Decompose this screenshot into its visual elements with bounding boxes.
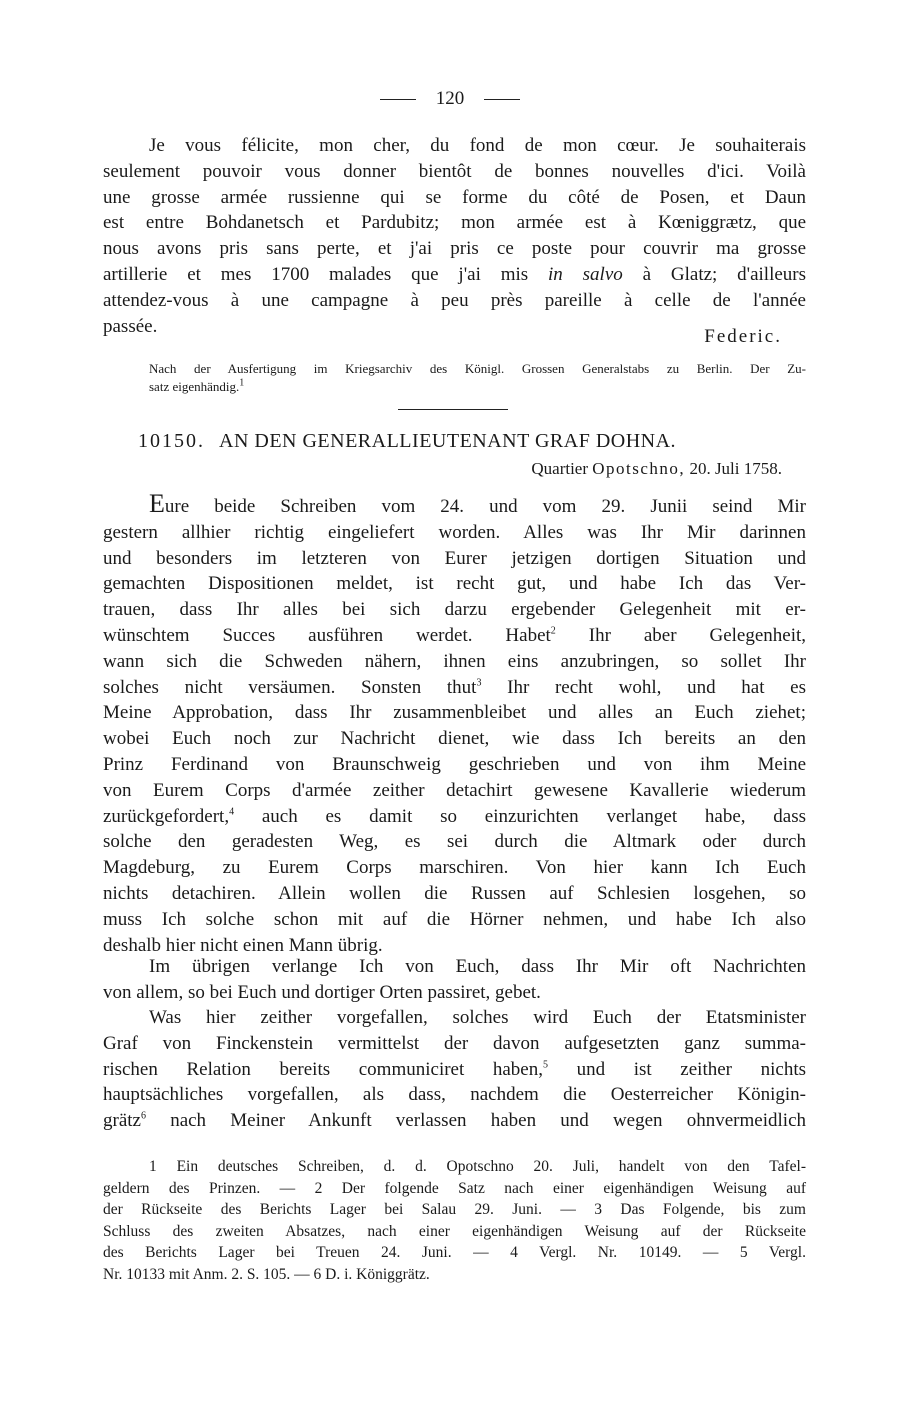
text-line: nichts detachiren. Allein wollen die Russen auf Schlesien losgehen, so	[103, 882, 806, 904]
source-note-line: satz eigenhändig.$^1$	[149, 377, 245, 394]
source-note	[149, 360, 806, 396]
text-line: seulement pouvoir vous donner bientôt de bonnes nouvelles d'ici. Voilà	[103, 160, 806, 182]
header-dash-left	[380, 99, 416, 100]
text-line: une grosse armée russienne qui se forme du côté de Posen, et Daun	[103, 186, 806, 208]
initial-letter: E	[149, 489, 165, 518]
source-note-line: Nach der Ausfertigung im Kriegsarchiv des Königl. Grossen Generalstabs zu Berlin. Der Zu-	[149, 361, 806, 376]
text-line: Im übrigen verlange Ich von Euch, dass Ihr Mir oft Nachrichten	[149, 956, 806, 977]
text-line: est entre Bohdanetsch et Pardubitz; mon armée est à Kœniggrætz, que	[103, 212, 806, 234]
text-line: Magdeburg, zu Eurem Corps marschiren. Von hier kann Ich Euch	[103, 857, 806, 879]
footnote-line: des Berichts Lager bei Treuen 24. Juni. — 4 Vergl. Nr. 10149. — 5 Vergl.	[103, 1244, 806, 1261]
text-line: solche den geradesten Weg, es sei durch die Altmark oder durch	[103, 831, 806, 853]
letter-french	[103, 133, 806, 339]
text-line: gestern allhier richtig eingeliefert worden. Alles was Ihr Mir darinnen	[103, 521, 806, 543]
text-line: artillerie et mes 1700 malades que j'ai mis in salvo à Glatz; d'ailleurs	[103, 263, 807, 285]
section-divider	[398, 409, 508, 410]
text-line: zurückgefordert,$^4$ auch es damit so einzurichten verlanget habe, dass	[103, 805, 807, 827]
text-line: grätz$^6$ nach Meiner Ankunft verlassen haben und wegen ohnvermeidlich	[103, 1110, 806, 1132]
footnotes	[103, 1156, 806, 1285]
document-heading	[138, 430, 676, 453]
text-line: muss Ich solche schon mit auf die Hörner nehmen, und habe Ich also	[103, 908, 806, 930]
text-line: rischen Relation bereits communiciret haben,$^5$ und ist zeither nichts	[103, 1058, 806, 1080]
text-line: wann sich die Schweden nähern, ihnen eins anzubringen, so sollet Ihr	[103, 650, 806, 672]
text-line: nous avons pris sans perte, et j'ai pris ce poste pour couvrir ma grosse	[103, 238, 806, 260]
text-line: attendez-vous à une campagne à peu près pareille à celle de l'année	[103, 289, 806, 311]
signature: Federic.	[704, 326, 782, 347]
text-line: deshalb hier nicht einen Mann übrig.	[103, 934, 383, 956]
letter-german-paragraph-3	[103, 1005, 806, 1134]
text-line: trauen, dass Ihr alles bei sich darzu ergebender Gelegenheit mit er-	[103, 599, 806, 621]
text-line: von Eurem Corps d'armée zeither detachirt gewesene Kavallerie wiederum	[103, 779, 806, 801]
dateline: Quartier Opotschno, 20. Juli 1758.	[531, 459, 782, 478]
text-line: Je vous félicite, mon cher, du fond de mon cœur. Je souhaiterais	[149, 135, 806, 156]
text-line: gemachten Dispositionen meldet, ist recht gut, und habe Ich das Ver-	[103, 573, 806, 595]
letter-german-paragraph-1	[103, 491, 806, 958]
text-line: Prinz Ferdinand von Braunschweig geschrieben und von ihm Meine	[103, 753, 806, 775]
text-line: Was hier zeither vorgefallen, solches wird Euch der Etatsminister	[149, 1007, 806, 1028]
footnote-line: der Rückseite des Berichts Lager bei Salau 29. Juni. — 3 Das Folgende, bis zum	[103, 1201, 806, 1218]
footnote-line: Schluss des zweiten Absatzes, nach einer eigenhändigen Weisung auf der Rückseite	[103, 1222, 806, 1240]
page-header	[0, 88, 900, 110]
text-line: und besonders im letzteren von Eurer jetzigen dortigen Situation und	[103, 547, 806, 569]
document-number: 10150.	[138, 430, 205, 452]
footnote-line: geldern des Prinzen. — 2 Der folgende Satz nach einer eigenhändigen Weisung auf	[103, 1179, 806, 1197]
text-line: solches nicht versäumen. Sonsten thut$^3$ Ihr recht wohl, und hat es	[103, 676, 806, 698]
text-line: passée.	[103, 315, 158, 337]
text-line: hauptsächliches vorgefallen, als dass, nachdem die Oesterreicher Königin-	[103, 1084, 806, 1106]
header-dash-right	[484, 99, 520, 100]
text-line: wobei Euch noch zur Nachricht dienet, wie dass Ich bereits an den	[103, 728, 806, 750]
text-line: von allem, so bei Euch und dortiger Orten passiret, gebet.	[103, 981, 541, 1003]
text-line: Eure beide Schreiben vom 24. und vom 29. Junii seind Mir	[149, 489, 806, 518]
letter-german-paragraph-2	[103, 954, 806, 1006]
page-number: 120	[435, 88, 465, 109]
text-line: Meine Approbation, dass Ihr zusammenbleibet und alles an Euch ziehet;	[103, 702, 806, 724]
footnote-line: Nr. 10133 mit Anm. 2. S. 105. — 6 D. i. Königgrätz.	[103, 1265, 430, 1283]
text-line: Graf von Finckenstein vermittelst der davon aufgesetzten ganz summa-	[103, 1032, 806, 1054]
text-line: wünschtem Succes ausführen werdet. Habet$^2$ Ihr aber Gelegenheit,	[103, 624, 807, 646]
footnote-line: 1 Ein deutsches Schreiben, d. d. Opotschno 20. Juli, handelt von den Tafel-	[149, 1158, 806, 1175]
footnote-ref: 1	[239, 377, 245, 389]
document-title: AN DEN GENERALLIEUTENANT GRAF DOHNA.	[219, 430, 677, 452]
